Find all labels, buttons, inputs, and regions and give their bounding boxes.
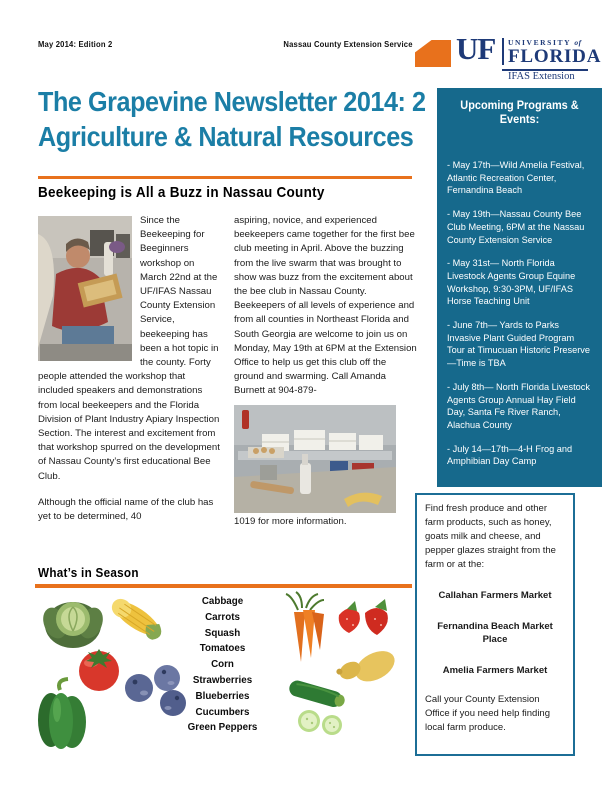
of-word: of bbox=[574, 38, 582, 47]
workshop-photo bbox=[38, 216, 132, 361]
ifas-extension-label: IFAS Extension bbox=[508, 71, 575, 82]
season-headline: What’s in Season bbox=[38, 565, 139, 580]
article-wrap-text: 1019 for more information. bbox=[234, 515, 347, 527]
article-column-left bbox=[38, 214, 222, 536]
logo-divider bbox=[502, 38, 504, 65]
season-item: Carrots bbox=[205, 611, 240, 623]
uf-monogram: UF bbox=[456, 31, 496, 66]
season-item: Blueberries bbox=[195, 690, 250, 702]
title-line-2: Agriculture & Natural Resources bbox=[38, 121, 414, 152]
article-paragraph: Although the official name of the club has yet to be determined, 40 bbox=[38, 496, 214, 523]
article-column-right bbox=[234, 214, 418, 536]
bee-boxes-photo bbox=[234, 405, 396, 513]
strawberries-icon bbox=[333, 597, 393, 641]
event-item: - May 19th—Nassau County Bee Club Meeting, 6PM at the Nassau County Extension Service bbox=[447, 209, 585, 245]
florida-label: FLORIDA bbox=[508, 46, 602, 67]
blueberries-icon bbox=[121, 660, 191, 718]
cucumbers-icon bbox=[286, 676, 354, 736]
season-item: Strawberries bbox=[192, 674, 253, 686]
title-line-1: The Grapevine Newsletter 2014: 2 bbox=[38, 86, 426, 117]
green-pepper-icon bbox=[34, 676, 94, 750]
market-intro: Find fresh produce and other farm products, such as honey, goats milk and cheese, and pepper glazes straight from the farm or at the: bbox=[425, 503, 556, 570]
article-photo-row bbox=[234, 403, 418, 529]
event-item: - June 7th— Yards to Parks Invasive Plant Guided Program Tour at Timucuan Historic Preserve—Time is TBA bbox=[447, 320, 590, 369]
season-item: Squash bbox=[204, 627, 241, 639]
article-paragraph: aspiring, novice, and experienced beekeepers came together for the first bee club meeting in April. Above the buzzing from the live swarm that was brought to show was buzz from the excitement about the bee club in Nassau County. Beekeepers of all levels of experience and from all counties in Northeast Florida and South Georgia are welcome to join us on Monday, May 19th at 6PM at the Extension Office to help us get this club off the ground and swarming. Call Amanda Burnett at 904-879- bbox=[234, 215, 417, 397]
season-item: Cabbage bbox=[201, 596, 244, 607]
event-item: - July 8th— North Florida Livestock Agents Group Annual Hay Field Day, Santa Fe River Ranch, Alachua County bbox=[447, 381, 590, 430]
article-top-rule bbox=[38, 176, 412, 179]
market-name: Fernandina Beach Market Place bbox=[437, 620, 553, 645]
newsletter-title bbox=[38, 84, 452, 154]
market-outro: Call your County Extension Office if you need help finding local farm produce. bbox=[425, 694, 550, 733]
event-item: - May 31st— North Florida Livestock Agents Group Equine Workshop, 9:30-3PM, UF/IFAS Horse Teaching Unit bbox=[447, 258, 576, 307]
article-paragraph: Since the Beekeeping for Beeginners workshop on March 22nd at the UF/IFAS Nassau County Extension Service, beekeeping has been a hot topic in the county. Forty people attended the workshop that included speakers and demonstrations from local beekeepers and the Florida Division of Plant Industry Apiary Inspection Section. The interest and excitement from that workshop spurred on the development of Nassau County’s first educational Bee Club. bbox=[38, 215, 220, 482]
event-item: - May 17th—Wild Amelia Festival, Atlantic Recreation Center, Fernandina Beach bbox=[447, 160, 585, 196]
carrots-icon bbox=[284, 590, 326, 666]
season-item: Corn bbox=[211, 659, 234, 671]
season-item: Tomatoes bbox=[199, 643, 246, 655]
organization-label: Nassau County Extension Service bbox=[283, 39, 413, 49]
article-body bbox=[38, 214, 418, 536]
market-name: Callahan Farmers Market bbox=[438, 590, 552, 601]
orange-flag-icon bbox=[415, 40, 451, 67]
university-word: UNIVERSITY bbox=[508, 38, 571, 47]
farmers-market-box bbox=[415, 493, 575, 756]
edition-label: May 2014: Edition 2 bbox=[38, 39, 113, 49]
season-rule bbox=[35, 584, 412, 588]
event-item: - July 14—17th—4-H Frog and Amphibian Day Camp bbox=[447, 443, 573, 467]
uf-ifas-logo bbox=[413, 28, 602, 83]
season-item: Cucumbers bbox=[195, 706, 250, 718]
events-panel bbox=[437, 88, 602, 487]
season-item: Green Peppers bbox=[187, 722, 258, 734]
events-panel-title: Upcoming Programs & Events: bbox=[460, 100, 579, 126]
market-name: Amelia Farmers Market bbox=[442, 664, 548, 676]
article-headline: Beekeeping is All a Buzz in Nassau County bbox=[38, 184, 325, 201]
